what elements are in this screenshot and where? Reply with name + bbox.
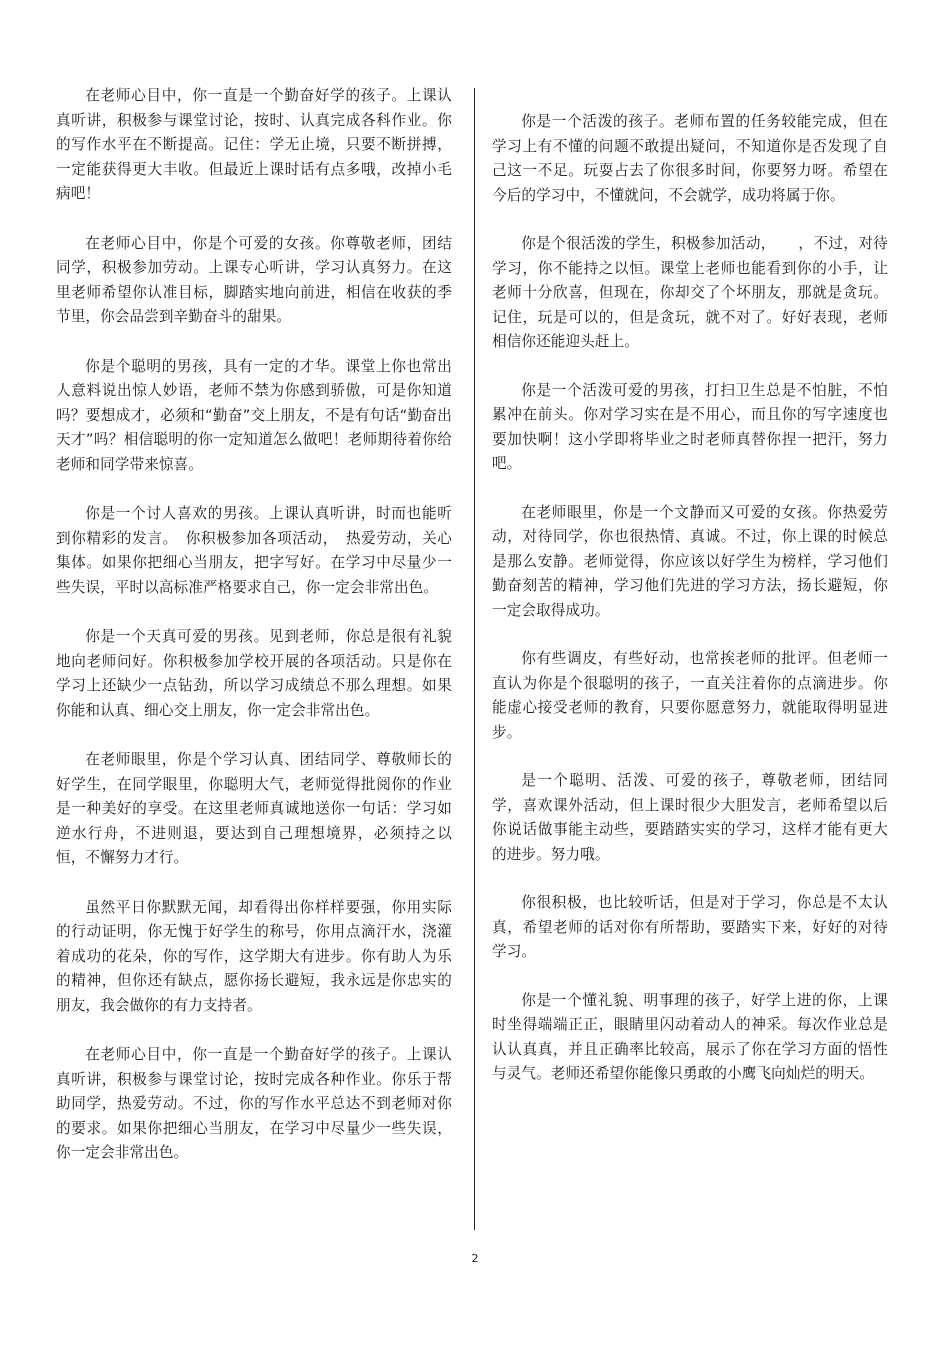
comment-paragraph: 你是个很活泼的学生，积极参加活动， ，不过，对待学习，你不能持之以恒。课堂上老师也能看到你的小手，让老师十分欣喜，但现在，你却交了个坏朋友，那就是贪玩。记住，玩是可以的，但是贪玩，就不对了。好好表现，老师相信你还能迎头赶上。 [492,235,888,350]
comment-paragraph: 在老师眼里，你是个学习认真、团结同学、尊敬师长的好学生，在同学眼里，你聪明大气，老师觉得批阅你的作业是一种美好的享受。在这里老师真诚地送你一句话：学习如逆水行舟，不进则退，要达到自己理想境界，必须持之以恒，不懈努力才行。 [56,751,452,866]
comment-paragraph: 你是一个天真可爱的男孩。见到老师，你总是很有礼貌地向老师问好。你积极参加学校开展的各项活动。只是你在学习上还缺少一点钻劲，所以学习成绩总不那么理想。如果你能和认真、细心交上朋友，你一定会非常出色。 [56,628,452,719]
comment-paragraph: 你是个聪明的男孩，具有一定的才华。课堂上你也常出人意料说出惊人妙语，老师不禁为你感到骄傲，可是你知道吗？要想成才，必须和“勤奋”交上朋友，不是有句话“勤奋出天才”吗？相信聪明的你一定知道怎么做吧！老师期待着你给老师和同学带来惊喜。 [56,357,452,473]
comment-paragraph: 你是一个活泼可爱的男孩，打扫卫生总是不怕脏，不怕累冲在前头。你对学习实在是不用心，而且你的写字速度也要加快啊！这小学即将毕业之时老师真替你捏一把汗，努力吧。 [492,381,888,472]
page-number: 2 [471,1252,479,1265]
column-divider [474,88,475,1230]
right-column [492,110,888,1111]
comment-paragraph: 在老师心目中，你是个可爱的女孩。你尊敬老师，团结同学，积极参加劳动。上课专心听讲，学习认真努力。在这里老师希望你认准目标，脚踏实地向前进，相信在收获的季节里，你会品尝到辛勤奋斗的甜果。 [56,234,452,325]
left-column [56,84,452,1191]
comment-paragraph: 虽然平日你默默无闻，却看得出你样样要强，你用实际的行动证明，你无愧于好学生的称号，你用点滴汗水，浇灌着成功的花朵，你的写作，这学期大有进步。你有助人为乐的精神，但你还有缺点，愿你扬长避短，我永远是你忠实的朋友，我会做你的有力支持者。 [56,898,452,1014]
comment-paragraph: 你是一个懂礼貌、明事理的孩子，好学上进的你，上课时坐得端端正正，眼睛里闪动着动人的神采。每次作业总是认认真真，并且正确率比较高，展示了你在学习方面的悟性与灵气。老师还希望你能像只勇敢的小鹰飞向灿烂的明天。 [492,991,888,1082]
comment-paragraph: 在老师心目中，你一直是一个勤奋好学的孩子。上课认真听讲，积极参与课堂讨论，按时完成各种作业。你乐于帮助同学，热爱劳动。不过，你的写作水平总达不到老师对你的要求。如果你把细心当朋友，在学习中尽量少一些失误，你一定会非常出色。 [56,1046,452,1161]
comment-paragraph: 你是一个讨人喜欢的男孩。上课认真听讲，时而也能听到你精彩的发言。 你积极参加各项活动， 热爱劳动，关心集体。如果你把细心当朋友，把字写好。在学习中尽量少一些失误，平时以高标准严格要求自己，你一定会非常出色。 [56,505,452,596]
comment-paragraph: 在老师心目中，你一直是一个勤奋好学的孩子。上课认真听讲，积极参与课堂讨论，按时、认真完成各科作业。你的写作水平在不断提高。记住：学无止境，只要不断拼搏，一定能获得更大丰收。但最近上课时话有点多哦，改掉小毛病吧！ [56,87,452,202]
comment-paragraph: 是一个聪明、活泼、可爱的孩子，尊敬老师，团结同学，喜欢课外活动，但上课时很少大胆发言，老师希望以后你说话做事能主动些，要踏踏实实的学习，这样才能有更大的进步。努力哦。 [492,772,888,863]
comment-paragraph: 在老师眼里，你是一个文静而又可爱的女孩。你热爱劳动，对待同学，你也很热情、真诚。不过，你上课的时候总是那么安静。老师觉得，你应该以好学生为榜样，学习他们勤奋刻苦的精神，学习他们先进的学习方法，扬长避短，你一定会取得成功。 [492,503,888,619]
comment-paragraph: 你很积极，也比较听话，但是对于学习，你总是不太认真，希望老师的话对你有所帮助，要踏实下来，好好的对待学习。 [492,894,888,960]
comment-paragraph: 你有些调皮，有些好动，也常挨老师的批评。但老师一直认为你是个很聪明的孩子，一直关注着你的点滴进步。你能虚心接受老师的教育，只要你愿意努力，就能取得明显进步。 [492,650,888,741]
comment-paragraph: 你是一个活泼的孩子。老师布置的任务较能完成，但在学习上有不懂的问题不敢提出疑问，不知道你是否发现了自己这一不足。玩耍占去了你很多时间，你要努力呀。希望在今后的学习中，不懂就问，不会就学，成功将属于你。 [492,113,888,204]
